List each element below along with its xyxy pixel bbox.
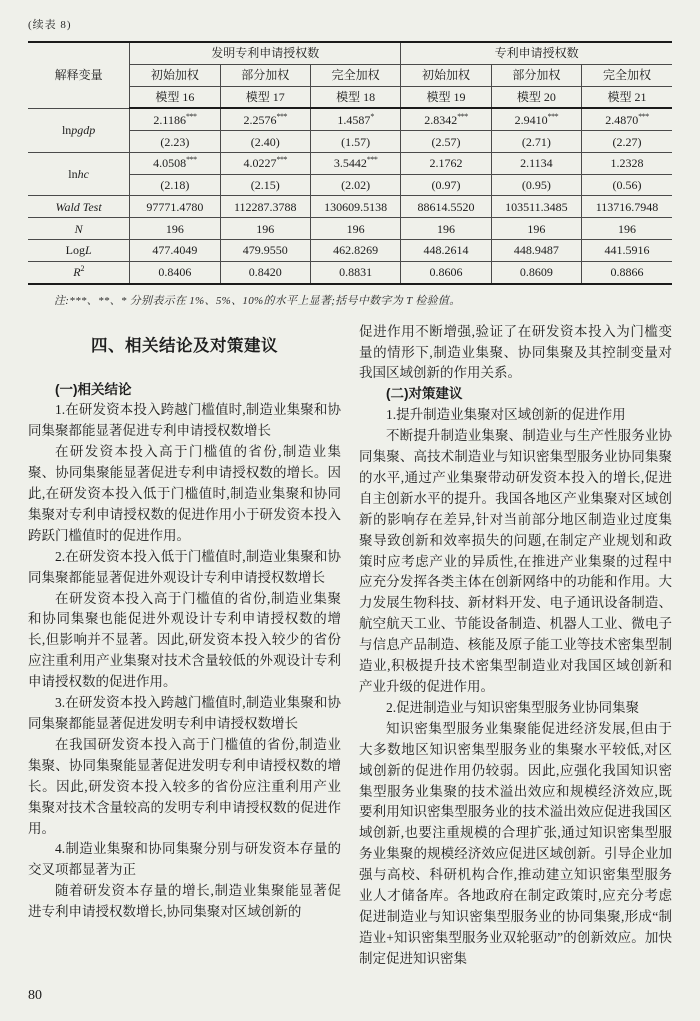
table-value-cell: 97771.4780 — [130, 196, 220, 218]
table-row-label: $R^2$ — [28, 261, 130, 282]
subsection-heading: (一)相关结论 — [55, 381, 132, 397]
table-col-header: 部分加权 — [491, 64, 581, 86]
table-corner-header: 解释变量 — [28, 43, 130, 108]
table-tvalue-cell: (2.40) — [220, 131, 310, 153]
table-row-label: LogL — [28, 240, 130, 262]
body-paragraph-continuation: 促进作用不断增强,验证了在研发资本投入为门槛变量的情形下,制造业集聚、协同集聚及其控制变量对我国区域创新的作用关系。 — [359, 323, 672, 381]
table-tvalue-cell: (0.56) — [582, 174, 672, 196]
table-row-lnhc-coef — [28, 152, 672, 174]
table-value-cell: 0.8420 — [220, 261, 310, 282]
table-value-cell: 0.8406 — [130, 261, 220, 282]
table-model-header: 模型 20 — [491, 86, 581, 108]
table-row-label: Wald Test — [28, 196, 130, 218]
table-tvalue-cell: (0.97) — [401, 174, 491, 196]
table-value-cell: 3.5442*** — [310, 152, 400, 174]
table-value-cell: 112287.3788 — [220, 196, 310, 218]
table-value-cell: 448.2614 — [401, 240, 491, 262]
table-value-cell: 462.8269 — [310, 240, 400, 262]
table-model-header: 模型 17 — [220, 86, 310, 108]
table-tvalue-cell: (1.57) — [310, 131, 400, 153]
table-value-cell: 0.8606 — [401, 261, 491, 282]
table-row-label: lnpgdp — [28, 108, 130, 152]
body-paragraph: 在我国研发资本投入高于门槛值的省份,制造业集聚、协同集聚能显著促进发明专利申请授权数的增长。因此,研发资本投入较多的省份应注重利用产业集聚对技术含量较高的发明专利申请授权数的促进作用。 — [28, 736, 341, 836]
table-row-logl — [28, 240, 672, 262]
table-model-header: 模型 19 — [401, 86, 491, 108]
table-tvalue-cell: (2.23) — [130, 131, 220, 153]
table-value-cell: 196 — [130, 218, 220, 240]
table-row-label: lnhc — [28, 152, 130, 196]
table-tvalue-cell: (2.27) — [582, 131, 672, 153]
table-tvalue-cell: (2.57) — [401, 131, 491, 153]
table-value-cell: 113716.7948 — [582, 196, 672, 218]
table-value-cell: 196 — [220, 218, 310, 240]
results-table — [28, 43, 672, 283]
table-col-header: 初始加权 — [130, 64, 220, 86]
body-paragraph: 不断提升制造业集聚、制造业与生产性服务业协同集聚、高技术制造业与知识密集型服务业协同集聚的水平,通过产业集聚带动研发资本投入的增长,促进自主创新水平的提升。我国各地区产业集聚对区域创新的影响存在差异,针对当前部分地区制造业过度集聚导致创新和效率损失的问题,在制定产业规划和政策时应考虑产业的异质性,在推进产业集聚的过程中应充分发挥各类主体在创新网络中的功能和作用。大力发展生物科技、新材料开发、电子通讯设备制造、航空航天工业、节能设备制造、机器人工业、微电子与信息产品制造、核能及原子能工业等技术密集型制造业,积极提升技术密集型制造业对我国区域创新和产业升级的促进作用。 — [359, 428, 672, 694]
table-value-cell: 103511.3485 — [491, 196, 581, 218]
article-columns — [28, 322, 672, 970]
table-value-cell: 2.1186*** — [130, 108, 220, 130]
table-value-cell: 1.4587* — [310, 108, 400, 130]
table-value-cell: 0.8609 — [491, 261, 581, 282]
table-model-header: 模型 18 — [310, 86, 400, 108]
table-row-label: N — [28, 218, 130, 240]
left-column — [28, 322, 341, 970]
body-paragraph: 2.促进制造业与知识密集型服务业协同集聚 — [386, 699, 640, 715]
table-row-wald — [28, 196, 672, 218]
table-group-header: 发明专利申请授权数 — [130, 43, 401, 64]
body-paragraph: 1.在研发资本投入跨越门槛值时,制造业集聚和协同集聚都能显著促进专利申请授权数增长 — [28, 402, 341, 439]
table-value-cell: 2.1762 — [401, 152, 491, 174]
table-value-cell: 479.9550 — [220, 240, 310, 262]
table-value-cell: 196 — [582, 218, 672, 240]
table-value-cell: 0.8831 — [310, 261, 400, 282]
table-header-group-row — [28, 43, 672, 64]
right-column — [359, 322, 672, 970]
table-note: 注:***、**、* 分别表示在 1%、5%、10%的水平上显著;括号中数字为 T 检验值。 — [54, 294, 461, 307]
section-heading: 四、相关结论及对策建议 — [91, 336, 278, 355]
table-value-cell: 477.4049 — [130, 240, 220, 262]
table-value-cell: 4.0227*** — [220, 152, 310, 174]
body-paragraph: 4.制造业集聚和协同集聚分别与研发资本存量的交叉项都显著为正 — [28, 841, 341, 878]
table-row-r2 — [28, 261, 672, 282]
table-col-header: 完全加权 — [310, 64, 400, 86]
table-value-cell: 2.1134 — [491, 152, 581, 174]
table-tvalue-cell: (2.71) — [491, 131, 581, 153]
table-tvalue-cell: (2.02) — [310, 174, 400, 196]
table-tvalue-cell: (2.15) — [220, 174, 310, 196]
page-number: 80 — [28, 988, 42, 1003]
table-value-cell: 88614.5520 — [401, 196, 491, 218]
body-paragraph: 在研发资本投入高于门槛值的省份,制造业集聚、协同集聚能显著促进专利申请授权数的增长。因此,在研发资本投入低于门槛值时,制造业集聚和协同集聚对专利申请授权数的促进作用小于研发资本投入跨跃门槛值时的促进作用。 — [28, 444, 341, 543]
table-value-cell: 1.2328 — [582, 152, 672, 174]
table-row-n — [28, 218, 672, 240]
body-paragraph: 知识密集型服务业集聚能促进经济发展,但由于大多数地区知识密集型服务业的集聚水平较低,对区域创新的促进作用仍较弱。因此,应强化我国知识密集型服务业集聚的技术溢出效应和规模经济效应,既要利用知识密集型服务业的技术溢出效应促进我国区域创新,也要注重规模的合理扩张,通过知识密集型服务业集聚的规模经济效应促进区域创新。引导企业加强与高校、科研机构合作,推动建立知识密集型服务业人才储备库。各地政府在制定政策时,应充分考虑促进制造业与知识密集型服务业的协同集聚,形成“制造业+知识密集型服务业双轮驱动”的创新效应。加快制定促进知识密集 — [359, 720, 672, 966]
continued-table-label: (续表 8) — [28, 19, 72, 31]
table-value-cell: 441.5916 — [582, 240, 672, 262]
subsection-heading: (二)对策建议 — [386, 386, 463, 402]
table-value-cell: 2.4870*** — [582, 108, 672, 130]
table-value-cell: 196 — [310, 218, 400, 240]
table-col-header: 完全加权 — [582, 64, 672, 86]
table-tvalue-cell: (2.18) — [130, 174, 220, 196]
table-value-cell: 196 — [401, 218, 491, 240]
body-paragraph: 3.在研发资本投入跨越门槛值时,制造业集聚和协同集聚都能显著促进发明专利申请授权数增长 — [28, 695, 341, 731]
body-paragraph: 2.在研发资本投入低于门槛值时,制造业集聚和协同集聚都能显著促进外观设计专利申请授权数增长 — [28, 548, 341, 585]
body-paragraph: 在研发资本投入高于门槛值的省份,制造业集聚和协同集聚也能促进外观设计专利申请授权数的增长,但影响并不显著。因此,研发资本投入较少的省份应注重利用产业集聚对技术含量较低的外观设计专利申请授权数的促进作用。 — [28, 590, 341, 690]
table-model-header: 模型 16 — [130, 86, 220, 108]
table-group-header: 专利申请授权数 — [401, 43, 672, 64]
table-model-header: 模型 21 — [582, 86, 672, 108]
table-value-cell: 2.8342*** — [401, 108, 491, 130]
table-value-cell: 4.0508*** — [130, 152, 220, 174]
table-row-lnpgdp-coef — [28, 108, 672, 130]
table-value-cell: 2.2576*** — [220, 108, 310, 130]
table-col-header: 初始加权 — [401, 64, 491, 86]
table-tvalue-cell: (0.95) — [491, 174, 581, 196]
results-table-wrap — [28, 41, 672, 285]
table-value-cell: 448.9487 — [491, 240, 581, 262]
table-value-cell: 0.8866 — [582, 261, 672, 282]
table-value-cell: 2.9410*** — [491, 108, 581, 130]
table-value-cell: 196 — [491, 218, 581, 240]
table-value-cell: 130609.5138 — [310, 196, 400, 218]
table-col-header: 部分加权 — [220, 64, 310, 86]
body-paragraph: 随着研发资本存量的增长,制造业集聚能显著促进专利申请授权数增长,协同集聚对区域创新的 — [28, 883, 341, 920]
body-paragraph: 1.提升制造业集聚对区域创新的促进作用 — [386, 407, 626, 423]
